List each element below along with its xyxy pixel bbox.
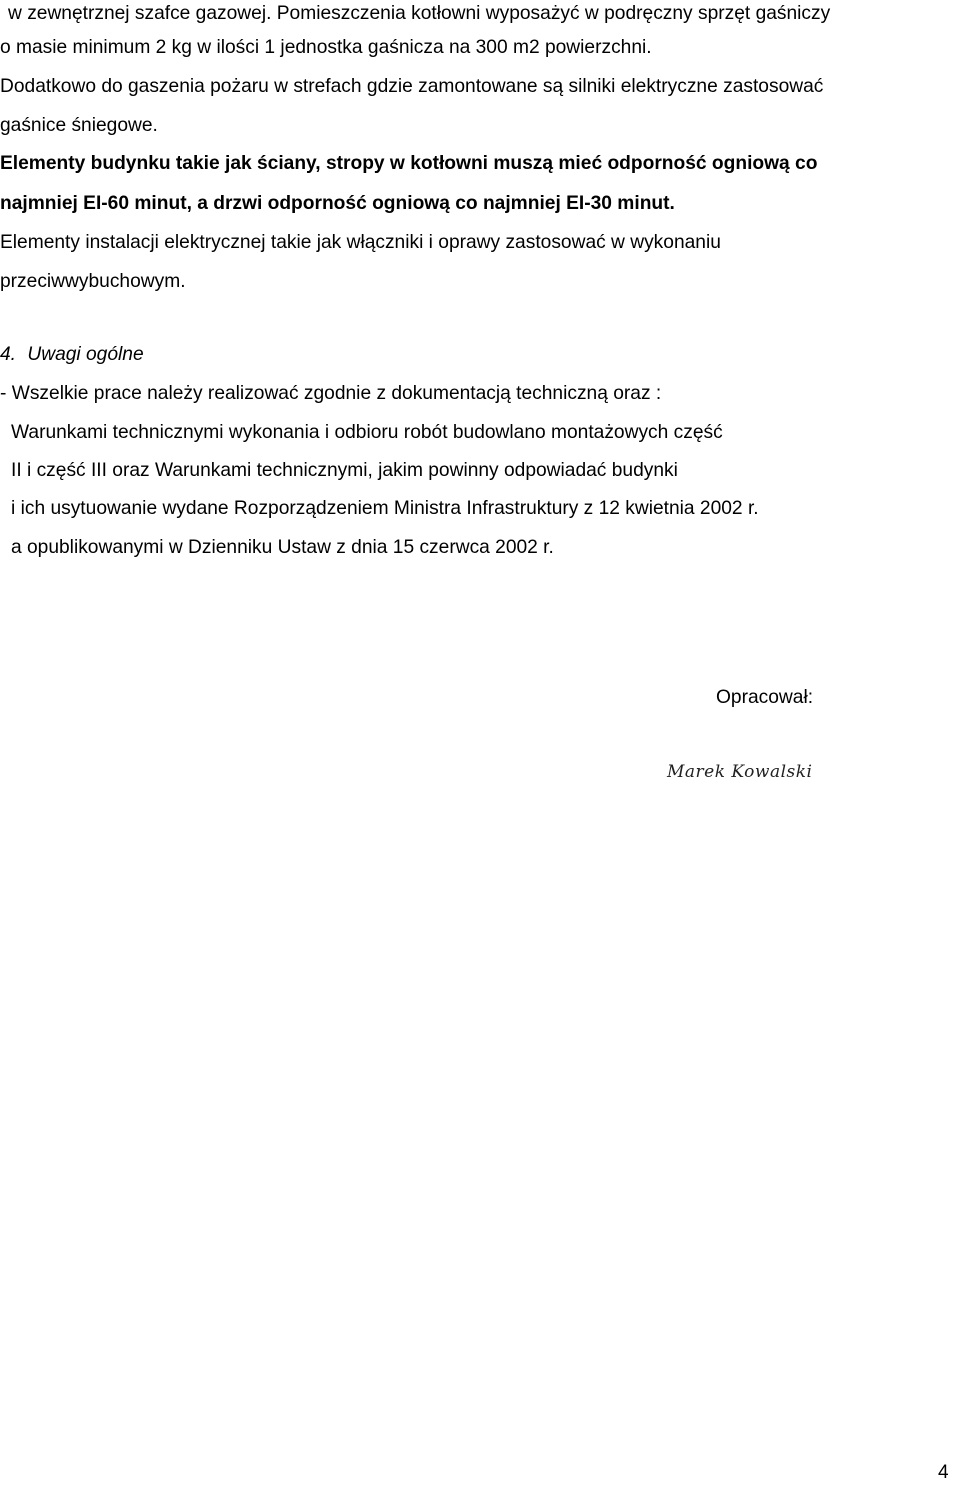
text-line-fire-equipment-1: w zewnętrznej szafce gazowej. Pomieszczenia kotłowni wyposażyć w podręczny sprzęt gaśniczy: [8, 3, 831, 24]
section-heading: [0, 343, 144, 367]
signature: Marek Kowalski: [667, 762, 813, 782]
general-note-line-4: i ich usytuowanie wydane Rozporządzeniem Ministra Infrastruktury z 12 kwietnia 2002 r.: [11, 498, 759, 519]
general-note-line-3: II i część III oraz Warunkami technicznymi, jakim powinny odpowiadać budynki: [11, 460, 678, 481]
general-note-line-2: Warunkami technicznymi wykonania i odbioru robót budowlano montażowych część: [11, 422, 723, 443]
text-line-extinguishing-2: gaśnice śniegowe.: [0, 115, 158, 136]
text-line-fire-equipment-2: o masie minimum 2 kg w ilości 1 jednostka gaśnicza na 300 m2 powierzchni.: [0, 37, 652, 58]
text-line-electrical-2: przeciwwybuchowym.: [0, 271, 186, 292]
general-note-line-1: - Wszelkie prace należy realizować zgodnie z dokumentacją techniczną oraz :: [0, 383, 662, 404]
prepared-by-label: Opracował:: [716, 687, 814, 708]
general-note-line-5: a opublikowanymi w Dzienniku Ustaw z dnia 15 czerwca 2002 r.: [11, 537, 554, 558]
section-number: 4.: [0, 344, 17, 365]
text-line-electrical-1: Elementy instalacji elektrycznej takie jak włączniki i oprawy zastosować w wykonaniu: [0, 232, 721, 253]
text-line-fire-resistance-2: najmniej EI-60 minut, a drzwi odporność ogniową co najmniej EI-30 minut.: [0, 193, 675, 214]
section-title: Uwagi ogólne: [27, 344, 144, 365]
page-number: 4: [938, 1462, 949, 1483]
text-line-fire-resistance-1: Elementy budynku takie jak ściany, stropy w kotłowni muszą mieć odporność ogniową co: [0, 153, 818, 174]
text-line-extinguishing-1: Dodatkowo do gaszenia pożaru w strefach gdzie zamontowane są silniki elektryczne zastosować: [0, 76, 824, 97]
